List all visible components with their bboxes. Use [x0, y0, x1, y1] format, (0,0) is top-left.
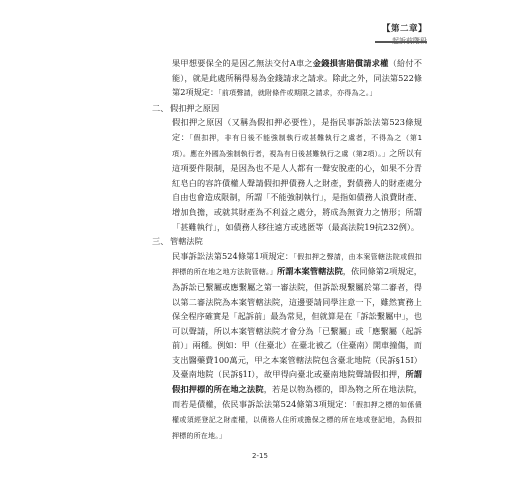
chapter-title: 第二章	[390, 24, 418, 34]
h3-quote-b: 「假扣押之標的如係債權或須經登記之財產權，以債務人住所或擔保之標的所在地或登記地，為假扣押標的所在地。」	[172, 400, 422, 440]
bracket-left: 【	[381, 24, 391, 34]
h2-rest: 之所以有這項要件限制，是因為也不是人人都有一聲安脫產的心，如果不分青紅皂白的容許債權人聲請假扣押債務人之財產，對債務人的財產處分自由也會造成限制，所謂「不能強制執行」，是指如債務人浪費財產、增加負擔，或就其財產為不利益之處分，將成為無資力之情形；所謂「甚難執行」，如債務人移往遠方或逃匿等（最高法院19抗232例）。	[172, 147, 422, 232]
h3-text-c: ，若是以物為標的，即為物之所在地法院，而若是債權，依民事訴訟法第524條第3項規定：	[172, 384, 422, 409]
h3-bold-b: 所謂假扣押標的所在地之法院	[172, 369, 422, 395]
heading-3	[152, 234, 422, 249]
bracket-right: 】	[417, 24, 427, 34]
header-rule	[375, 41, 427, 43]
paragraph-1	[152, 56, 422, 101]
p1-bold: 金錢損害賠償請求權	[312, 58, 389, 68]
h2-text: 假扣押之原因（又稱為假扣押必要性），是指民事訴訟法第523條規定：	[172, 117, 422, 142]
p1-quote: 「前項聲請，就附條件或期限之請求，亦得為之。」	[218, 89, 377, 98]
h3-bold-a: 所謂本案管轄法院	[277, 266, 343, 277]
page-content	[152, 56, 422, 443]
h3-text-a: 民事訴訟法第524條第1項規定：	[172, 250, 294, 261]
heading-2-number: 二、	[152, 102, 169, 113]
h3-quote-a: 「假扣押之聲請，由本案管轄法院或假扣押標的所在地之地方法院管轄。」	[172, 252, 422, 277]
heading-2	[152, 101, 422, 116]
p1-rest: （給付不能），就是此處所稱得易為金錢請求之請求。除此之外，同法第522條第2項規定：	[172, 58, 422, 98]
p1-text: 果甲想要保全的是因乙無法交付A車之	[172, 58, 313, 68]
heading-2-title: 假扣押之原因	[170, 102, 220, 113]
paragraph-3	[152, 249, 422, 444]
heading-3-number: 三、	[152, 236, 169, 247]
paragraph-2	[152, 115, 422, 234]
heading-3-title: 管轄法院	[170, 236, 203, 247]
page-number: 2-15	[252, 452, 268, 460]
h2-quote: 「假扣押，非有日後不能強制執行或甚難執行之虞者，不得為之（第1項）。應在外國為強制執行者，視為有日後甚難執行之虞（第2項）。」	[172, 133, 422, 158]
chapter-label	[369, 22, 427, 34]
h3-text-b: ，依同條第2項規定，為訴訟已繫屬或應繫屬之第一審法院，但訴訟現繫屬於第二審者，得以第二審法院為本案管轄法院，這邊要請同學注意一下，雖然實務上保全程序確實是「起訴前」最為常見，但就算是在「訴訟繫屬中」，也可以聲請，所以本案管轄法院才會分為「已繫屬」或「應繫屬（起訴前）」兩種。例如：甲（住臺北）在臺北被乙（住臺南）開車撞傷，而支出醫藥費100萬元，甲之本案管轄法院包含臺北地院（民訴§15Ⅰ）及臺南地院（民訴§1Ⅰ），故甲得向臺北或臺南地院聲請假扣押，	[172, 266, 422, 380]
page-header	[0, 0, 520, 48]
